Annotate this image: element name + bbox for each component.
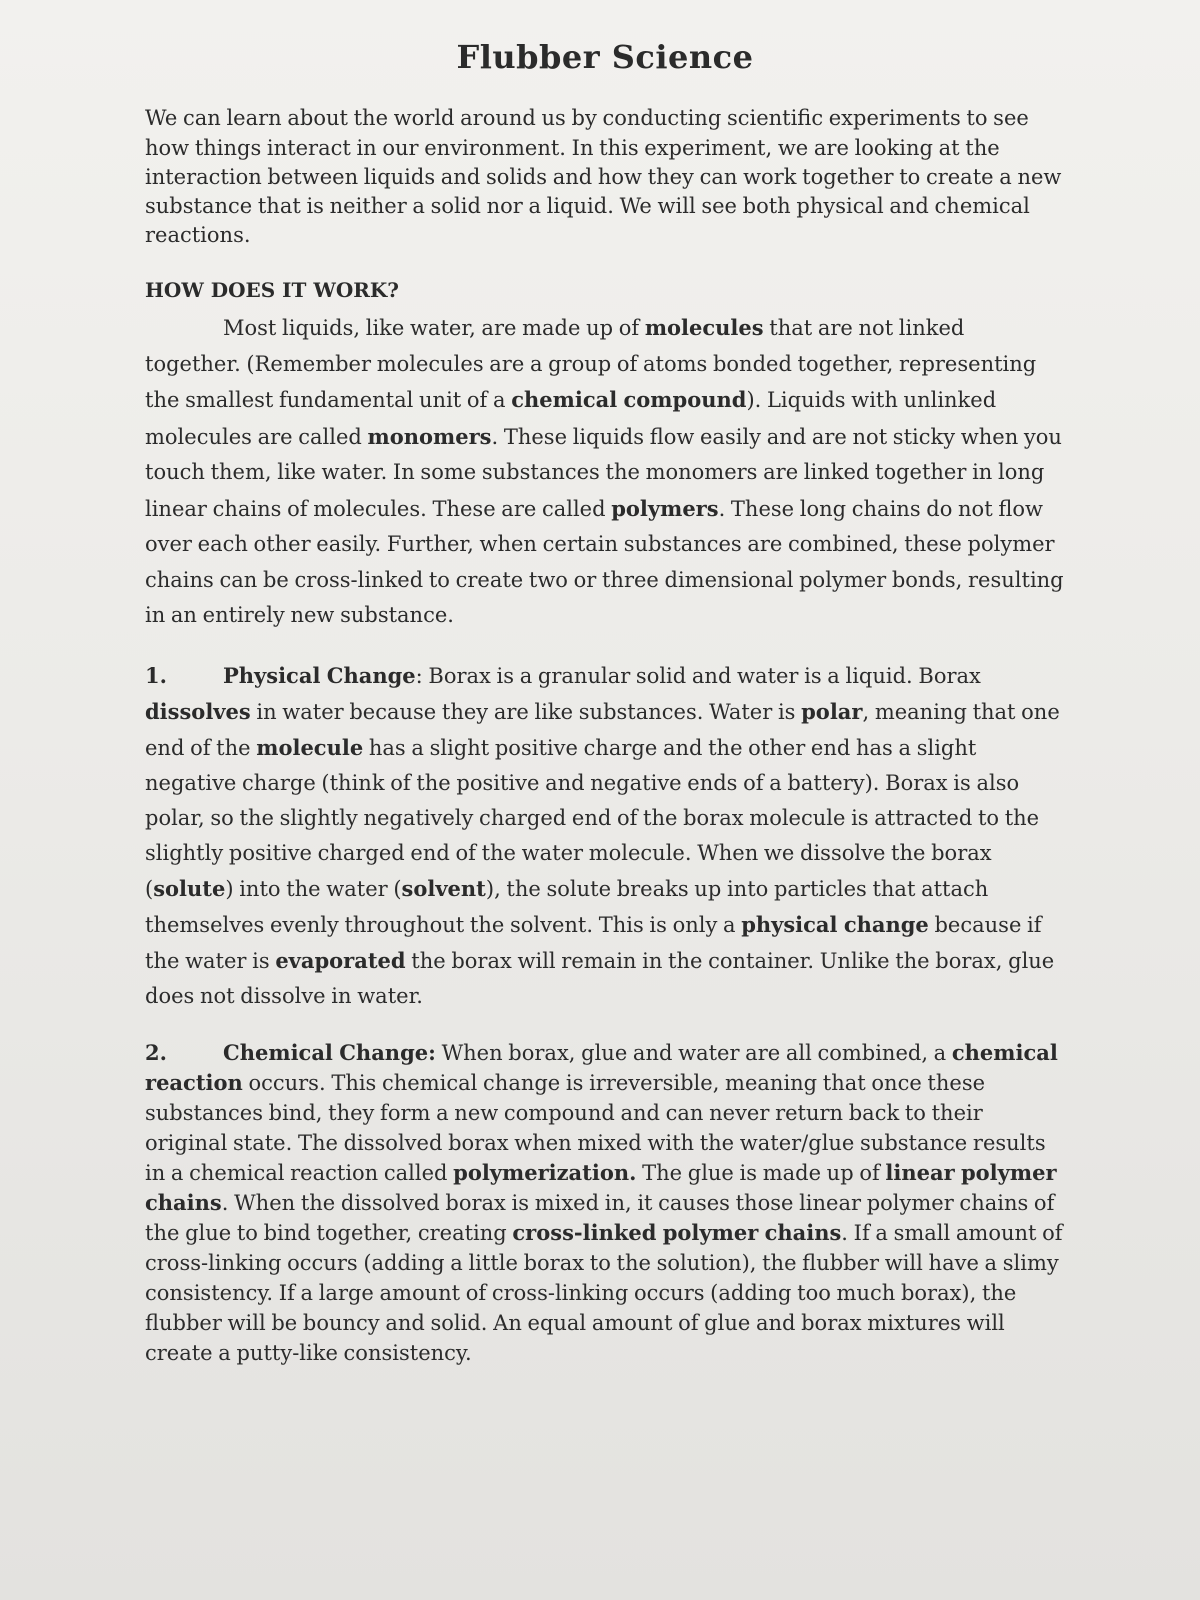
text-run: . These long chains do not flow over each other easily. Further, when certain substances are combined, these polymer chains can be cross-linked to create two or three dimensional polymer bonds, resulting in an entirely new substance. [145, 496, 1064, 628]
text-run: ). Liquids with unlinked molecules are called [145, 388, 997, 449]
text-run: : Borax is a granular solid and water is a liquid. Borax [415, 663, 981, 688]
text-run: When borax, glue and water are all combined, a [435, 1041, 952, 1066]
text-run: . These liquids flow easily and are not sticky when you touch them, like water. In some substances the monomers are linked together in long linear chains of molecules. These are called [145, 424, 1062, 521]
bold-term: chemical reaction [145, 1040, 1058, 1096]
how-it-works-text [145, 316, 1064, 627]
physical-change-text [145, 664, 1060, 1009]
document-content [145, 38, 1065, 1389]
bold-term: dissolves [145, 698, 251, 724]
text-run: . When the dissolved borax is mixed in, it causes those linear polymer chains of the glue to bind together, creating [145, 1191, 1055, 1246]
bold-term: evaporated [275, 948, 406, 974]
bold-term: molecule [256, 734, 364, 760]
text-run: ), the solute breaks up into particles that attach themselves evenly throughout the solvent. This is only a [145, 877, 989, 938]
text-run: . If a small amount of cross-linking occurs (adding a little borax to the solution), the flubber will have a slimy consistency. If a large amount of cross-linking occurs (adding too much borax), the flubber will be bouncy and solid. An equal amount of glue and borax mixtures will create a putty-like consistency. [145, 1221, 1063, 1366]
bold-term: Chemical Change: [223, 1040, 436, 1066]
bold-term: solute [153, 876, 226, 902]
text-run: Most liquids, like water, are made up of [223, 316, 645, 341]
text-run: has a slight positive charge and the other end has a slight negative charge (think of the positive and negative ends of a battery). Borax is also polar, so the slightly negatively charged end of the borax molecule is attracted to the slightly positive charged end of the water molecule. When we dissolve the borax ( [145, 735, 1040, 902]
text-run: ) into the water ( [225, 877, 402, 902]
bold-term: polymers [611, 495, 719, 521]
text-run: in water because they are like substances. Water is [250, 699, 802, 724]
text-run: occurs. This chemical change is irreversible, meaning that once these substances bind, they form a new compound and can never return back to their original state. The dissolved borax when mixed with the water/glue substance results in a chemical reaction called [145, 1071, 1046, 1186]
bold-term: polymerization. [453, 1160, 637, 1186]
intro-paragraph: We can learn about the world around us by conducting scientific experiments to see how things interact in our environment. In this experiment, we are looking at the interaction between liquids and solids and how they can work together to create a new substance that is neither a solid nor a liquid. We will see both physical and chemical reactions. [145, 106, 1062, 248]
text-run: that are not linked together. (Remember molecules are a group of atoms bonded together, representing the smallest fundamental unit of a [145, 316, 1037, 413]
physical-change-item [145, 658, 1065, 1015]
bold-term: cross-linked polymer chains [512, 1220, 842, 1246]
bold-term: chemical compound [511, 387, 747, 413]
bold-term: molecules [644, 315, 764, 341]
bold-term: physical change [741, 912, 929, 938]
item-number: 2. [145, 1040, 167, 1066]
how-it-works-paragraph [145, 310, 1065, 633]
document-title: Flubber Science [456, 38, 754, 76]
bold-term: linear polymer chains [145, 1160, 1057, 1216]
text-run: the borax will remain in the container. Unlike the borax, glue does not dissolve in water. [145, 949, 1055, 1009]
chemical-change-item [145, 1038, 1065, 1368]
text-run: , meaning that one end of the [145, 699, 1060, 760]
bold-term: solvent [401, 876, 486, 902]
bold-term: monomers [367, 423, 492, 449]
text-run: The glue is made up of [636, 1161, 886, 1186]
bold-term: Physical Change [223, 662, 416, 688]
item-number: 1. [145, 662, 167, 688]
bold-term: polar [801, 698, 863, 724]
text-run: because if the water is [145, 913, 1042, 974]
how-it-works-heading: HOW DOES IT WORK? [145, 278, 399, 303]
chemical-change-text [145, 1041, 1063, 1365]
